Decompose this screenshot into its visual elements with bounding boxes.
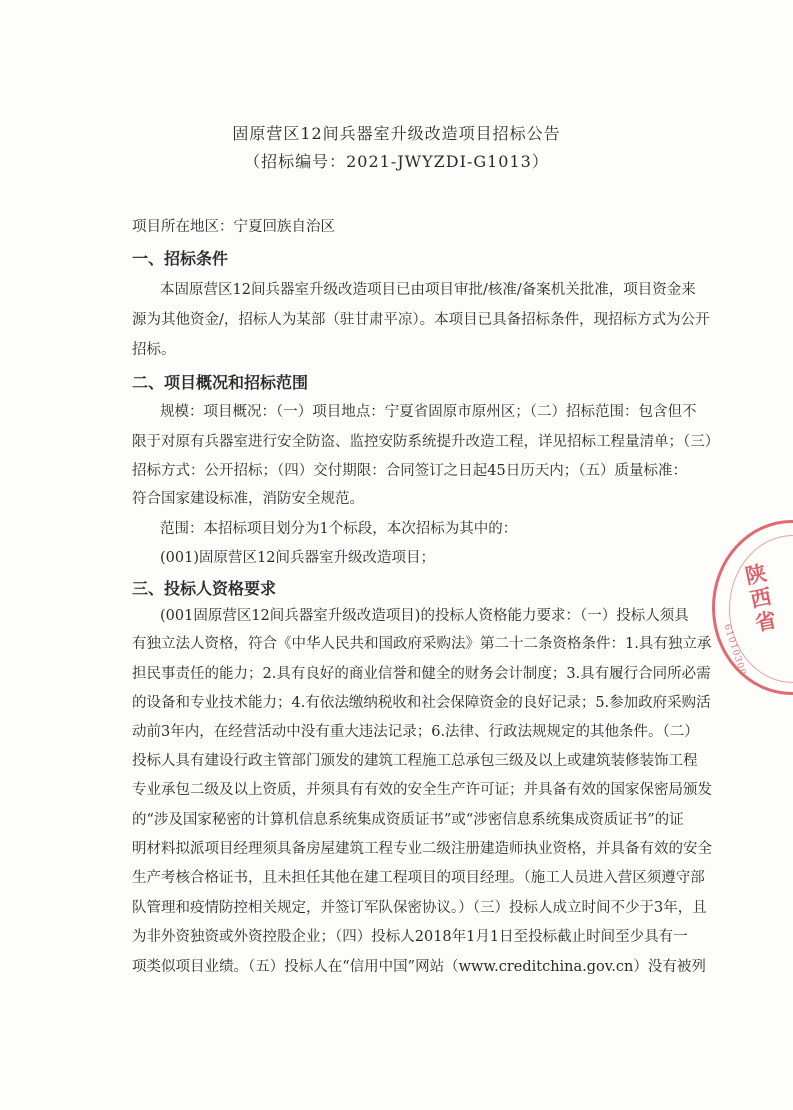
section-1-heading: 一、招标条件 — [132, 249, 229, 268]
section-3-line: 有独立法人资格，符合《中华人民共和国政府采购法》第二十二条资格条件：1.具有独立承 — [132, 636, 712, 652]
section-3-line: 项类似项目业绩。（五）投标人在“信用中国”网站（www.creditchina.gov.cn）没有被列 — [132, 959, 706, 975]
section-2-scope: 范围：本招标项目划分为1个标段，本次招标为其中的： — [160, 521, 518, 537]
section-3-line: 的“涉及国家秘密的计算机信息系统集成资质证书”或“涉密信息系统集成资质证书”的证 — [132, 812, 684, 828]
section-2-lot: (001)固原营区12间兵器室升级改造项目； — [160, 550, 435, 566]
section-3-line: 明材料拟派项目经理须具备房屋建筑工程专业二级注册建造师执业资格，并具备有效的安全 — [132, 841, 712, 857]
official-seal — [712, 520, 793, 695]
section-2-line: 限于对原有兵器室进行安全防盗、监控安防系统提升改造工程，详见招标工程量清单；（三） — [132, 434, 720, 450]
seal-code: 61010300 — [721, 623, 748, 678]
section-3-line: 投标人具有建设行政主管部门颁发的建筑工程施工总承包三级及以上或建筑装修装饰工程 — [132, 753, 698, 769]
section-3-line: 队管理和疫情防控相关规定，并签订军队保密协议。）（三）投标人成立时间不少于3年，且 — [132, 900, 707, 916]
section-1-line: 招标。 — [132, 342, 176, 358]
section-3-line: 动前3年内，在经营活动中没有重大违法记录；6.法律、行政法规规定的其他条件。（二） — [132, 724, 699, 740]
section-3-heading: 三、投标人资格要求 — [132, 579, 277, 598]
section-2-line: 符合国家建设标准，消防安全规范。 — [132, 491, 364, 507]
section-2-line: 招标方式：公开招标；（四）交付期限：合同签订之日起45日历天内；（五）质量标准： — [132, 463, 687, 479]
section-1-line: 源为其他资金/，招标人为某部（驻甘肃平凉）。本项目已具备招标条件，现招标方式为公开 — [132, 312, 710, 328]
section-2-line: 规模：项目概况：（一）项目地点：宁夏省固原市原州区；（二）招标范围：包含但不 — [160, 404, 697, 420]
seal-text: 陕西省 — [740, 561, 781, 637]
section-1-line: 本固原营区12间兵器室升级改造项目已由项目审批/核准/备案机关批准，项目资金来 — [160, 282, 696, 298]
section-3-line: 担民事责任的能力；2.具有良好的商业信誉和健全的财务会计制度；3.具有履行合同所必需 — [132, 666, 711, 682]
section-3-line: 生产考核合格证书，且未担任其他在建工程项目的项目经理。（施工人员进入营区须遵守部 — [132, 870, 705, 886]
section-3-line: 为非外资独资或外资控股企业；（四）投标人2018年1月1日至投标截止时间至少具有一 — [132, 929, 688, 945]
project-region: 项目所在地区：宁夏回族自治区 — [132, 219, 335, 235]
section-3-line: 专业承包二级及以上资质，并须具有有效的安全生产许可证；并具备有效的国家保密局颁发 — [132, 782, 712, 798]
section-3-line: (001固原营区12间兵器室升级改造项目)的投标人资格能力要求：（一）投标人须具 — [160, 608, 689, 624]
document-title: 固原营区12间兵器室升级改造项目招标公告 — [232, 124, 561, 143]
section-2-heading: 二、项目概况和招标范围 — [132, 373, 309, 392]
section-3-line: 的设备和专业技术能力；4.有依法缴纳税收和社会保障资金的良好记录；5.参加政府采购活 — [132, 695, 711, 711]
document-subtitle: （招标编号：2021-JWYZDI-G1013） — [244, 152, 549, 171]
